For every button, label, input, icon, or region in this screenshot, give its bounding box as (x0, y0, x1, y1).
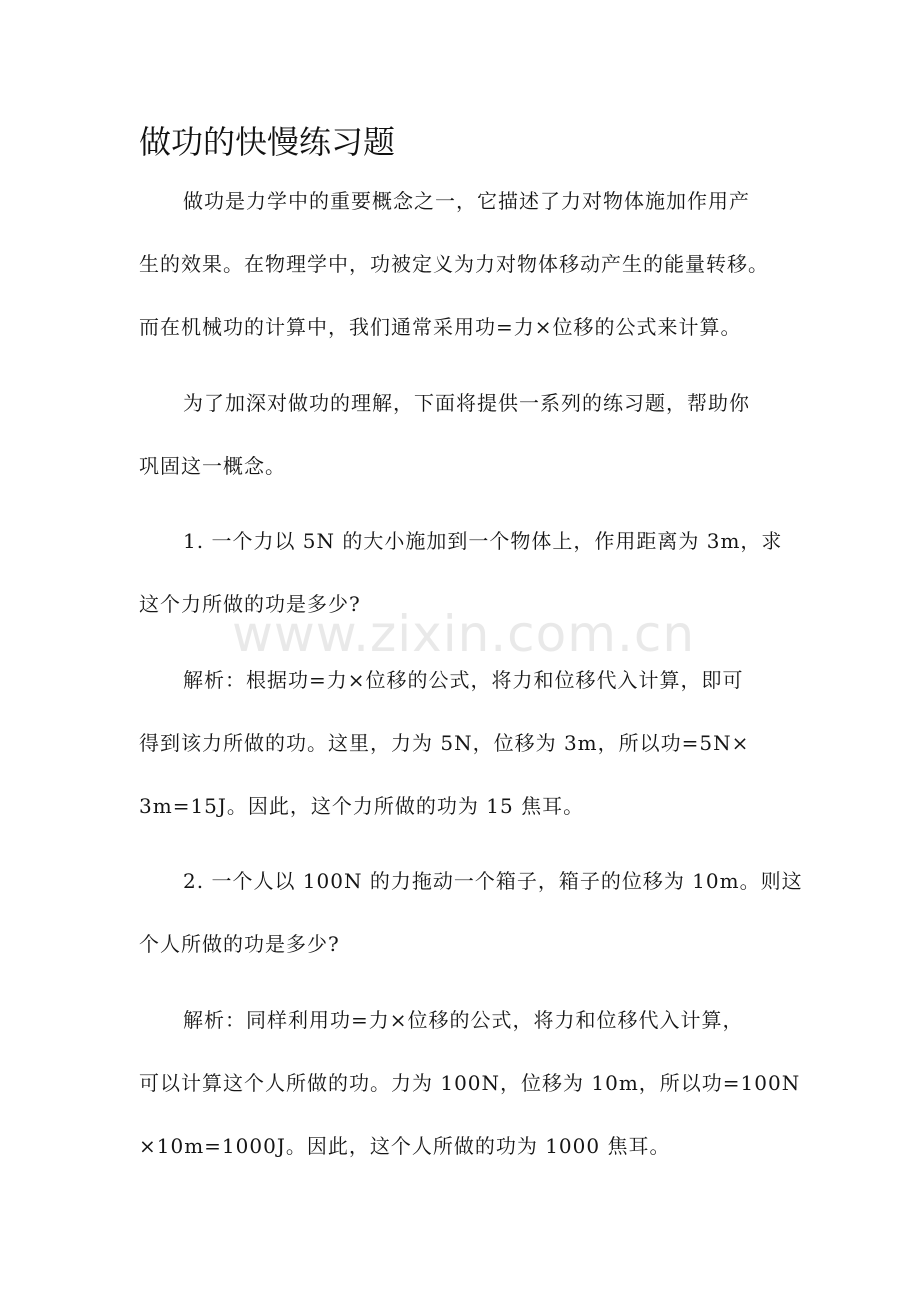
question-1-line-2: 这个力所做的功是多少? (139, 592, 361, 616)
document-title: 做功的快慢练习题 (139, 123, 396, 161)
answer-1-line-3: 3m=15J。因此，这个力所做的功为 15 焦耳。 (139, 794, 585, 818)
intro2-line-1: 为了加深对做功的理解，下面将提供一系列的练习题，帮助你 (183, 391, 750, 415)
answer-1-line-2: 得到该力所做的功。这里，力为 5N，位移为 3m，所以功=5N× (139, 731, 750, 755)
answer-2-line-2: 可以计算这个人所做的功。力为 100N，位移为 10m，所以功=100N (139, 1071, 801, 1095)
answer-2-line-3: ×10m=1000J。因此，这个人所做的功为 1000 焦耳。 (139, 1134, 671, 1158)
answer-1-line-1: 解析：根据功=力×位移的公式，将力和位移代入计算，即可 (183, 668, 744, 692)
intro-line-3: 而在机械功的计算中，我们通常采用功=力×位移的公式来计算。 (139, 315, 742, 339)
question-2-line-1: 2. 一个人以 100N 的力拖动一个箱子，箱子的位移为 10m。则这 (183, 869, 803, 893)
intro-line-2: 生的效果。在物理学中，功被定义为力对物体移动产生的能量转移。 (139, 252, 769, 276)
intro2-line-2: 巩固这一概念。 (139, 454, 286, 478)
question-1-line-1: 1. 一个力以 5N 的大小施加到一个物体上，作用距离为 3m，求 (183, 529, 783, 553)
watermark: www.zixin.com.cn (232, 605, 696, 663)
question-2-line-2: 个人所做的功是多少? (139, 932, 340, 956)
intro-line-1: 做功是力学中的重要概念之一，它描述了力对物体施加作用产 (183, 189, 750, 213)
answer-2-line-1: 解析：同样利用功=力×位移的公式，将力和位移代入计算， (183, 1008, 744, 1032)
